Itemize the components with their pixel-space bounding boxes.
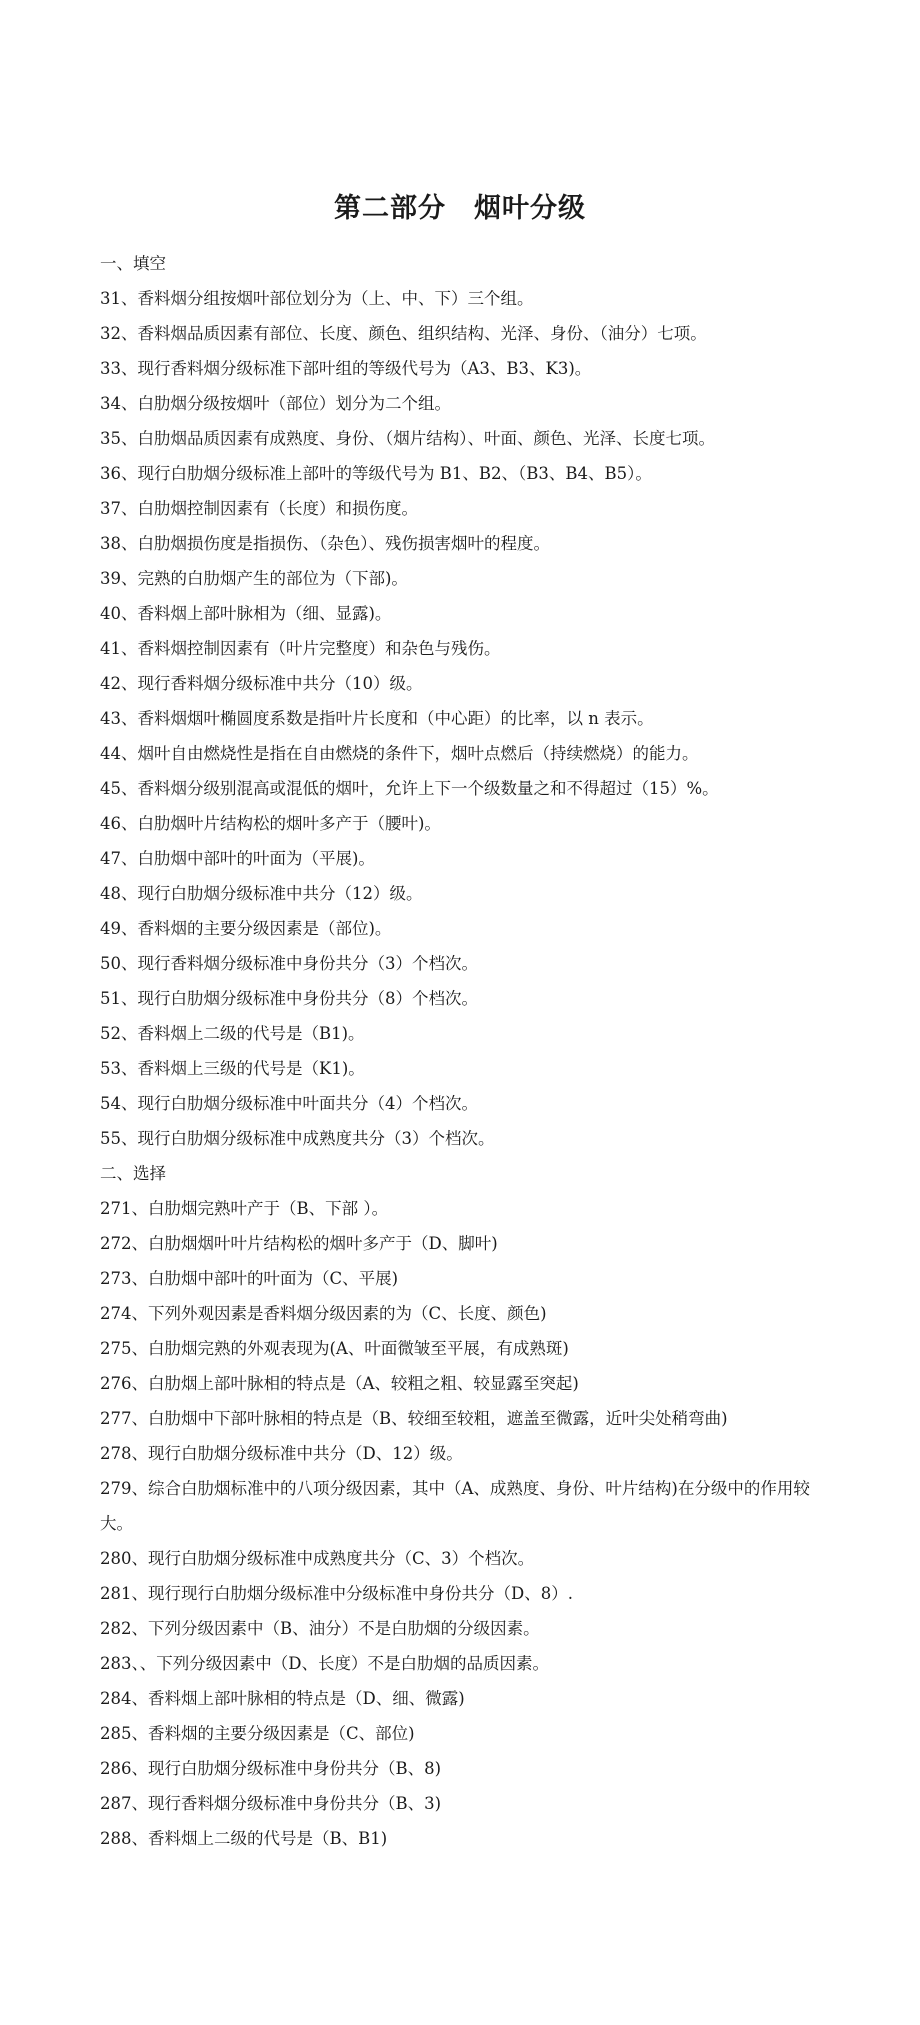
question-item: 281、现行现行白肋烟分级标准中分级标准中身份共分（D、8）. — [100, 1584, 573, 1603]
question-item: 35、白肋烟品质因素有成熟度、身份、（烟片结构）、叶面、颜色、光泽、长度七项。 — [100, 429, 715, 448]
question-item: 278、现行白肋烟分级标准中共分（D、12）级。 — [100, 1444, 463, 1463]
question-item: 36、现行白肋烟分级标准上部叶的等级代号为 B1、B2、（B3、B4、B5）。 — [100, 464, 652, 483]
question-item: 283、、下列分级因素中（D、长度）不是白肋烟的品质因素。 — [100, 1654, 549, 1673]
question-item: 39、完熟的白肋烟产生的部位为（下部)。 — [100, 569, 408, 588]
question-item: 31、香料烟分组按烟叶部位划分为（上、中、下）三个组。 — [100, 289, 534, 308]
question-item: 271、白肋烟完熟叶产于（B、下部 ）。 — [100, 1199, 389, 1218]
question-item: 48、现行白肋烟分级标准中共分（12）级。 — [100, 884, 423, 903]
question-item: 282、下列分级因素中（B、油分）不是白肋烟的分级因素。 — [100, 1619, 540, 1638]
question-item: 288、香料烟上二级的代号是（B、B1) — [100, 1829, 388, 1848]
question-item: 49、香料烟的主要分级因素是（部位)。 — [100, 919, 392, 938]
question-item: 54、现行白肋烟分级标准中叶面共分（4）个档次。 — [100, 1094, 478, 1113]
question-item: 286、现行白肋烟分级标准中身份共分（B、8) — [100, 1759, 442, 1778]
question-item: 53、香料烟上三级的代号是（K1)。 — [100, 1059, 365, 1078]
section-heading: 二、选择 — [100, 1164, 166, 1183]
question-item: 41、香料烟控制因素有（叶片完整度）和杂色与残伤。 — [100, 639, 501, 658]
section-heading: 一、填空 — [100, 254, 166, 273]
document-body — [100, 246, 840, 1856]
question-item: 33、现行香料烟分级标准下部叶组的等级代号为（A3、B3、K3)。 — [100, 359, 592, 378]
question-item: 46、白肋烟叶片结构松的烟叶多产于（腰叶)。 — [100, 814, 441, 833]
question-item: 55、现行白肋烟分级标准中成熟度共分（3）个档次。 — [100, 1129, 495, 1148]
question-item: 51、现行白肋烟分级标准中身份共分（8）个档次。 — [100, 989, 478, 1008]
question-item: 284、香料烟上部叶脉相的特点是（D、细、微露) — [100, 1689, 465, 1708]
question-item: 38、白肋烟损伤度是指损伤、（杂色）、残伤损害烟叶的程度。 — [100, 534, 550, 553]
page-title: 第二部分 烟叶分级 — [334, 193, 586, 224]
question-item: 40、香料烟上部叶脉相为（细、显露)。 — [100, 604, 392, 623]
question-item: 279、综合白肋烟标准中的八项分级因素，其中（A、成熟度、身份、叶片结构)在分级中的作用较大。 — [100, 1479, 810, 1533]
question-item: 44、烟叶自由燃烧性是指在自由燃烧的条件下，烟叶点燃后（持续燃烧）的能力。 — [100, 744, 699, 763]
question-item: 42、现行香料烟分级标准中共分（10）级。 — [100, 674, 423, 693]
question-item: 52、香料烟上二级的代号是（B1)。 — [100, 1024, 365, 1043]
question-item: 285、香料烟的主要分级因素是（C、部位) — [100, 1724, 415, 1743]
question-item: 277、白肋烟中下部叶脉相的特点是（B、较细至较粗，遮盖至微露，近叶尖处稍弯曲) — [100, 1409, 728, 1428]
question-item: 47、白肋烟中部叶的叶面为（平展)。 — [100, 849, 375, 868]
question-item: 287、现行香料烟分级标准中身份共分（B、3) — [100, 1794, 442, 1813]
question-item: 280、现行白肋烟分级标准中成熟度共分（C、3）个档次。 — [100, 1549, 535, 1568]
question-item: 275、白肋烟完熟的外观表现为(A、叶面微皱至平展，有成熟斑) — [100, 1339, 569, 1358]
question-item: 276、白肋烟上部叶脉相的特点是（A、较粗之粗、较显露至突起) — [100, 1374, 579, 1393]
question-item: 34、白肋烟分级按烟叶（部位）划分为二个组。 — [100, 394, 451, 413]
question-item: 32、香料烟品质因素有部位、长度、颜色、组织结构、光泽、身份、（油分）七项。 — [100, 324, 707, 343]
question-item: 43、香料烟烟叶椭圆度系数是指叶片长度和（中心距）的比率，以 n 表示。 — [100, 709, 654, 728]
question-item: 37、白肋烟控制因素有（长度）和损伤度。 — [100, 499, 418, 518]
question-item: 272、白肋烟烟叶叶片结构松的烟叶多产于（D、脚叶) — [100, 1234, 498, 1253]
question-item: 274、下列外观因素是香料烟分级因素的为（C、长度、颜色) — [100, 1304, 547, 1323]
question-item: 45、香料烟分级别混高或混低的烟叶，允许上下一个级数量之和不得超过（15）%。 — [100, 779, 719, 798]
question-item: 273、白肋烟中部叶的叶面为（C、平展) — [100, 1269, 399, 1288]
question-item: 50、现行香料烟分级标准中身份共分（3）个档次。 — [100, 954, 478, 973]
